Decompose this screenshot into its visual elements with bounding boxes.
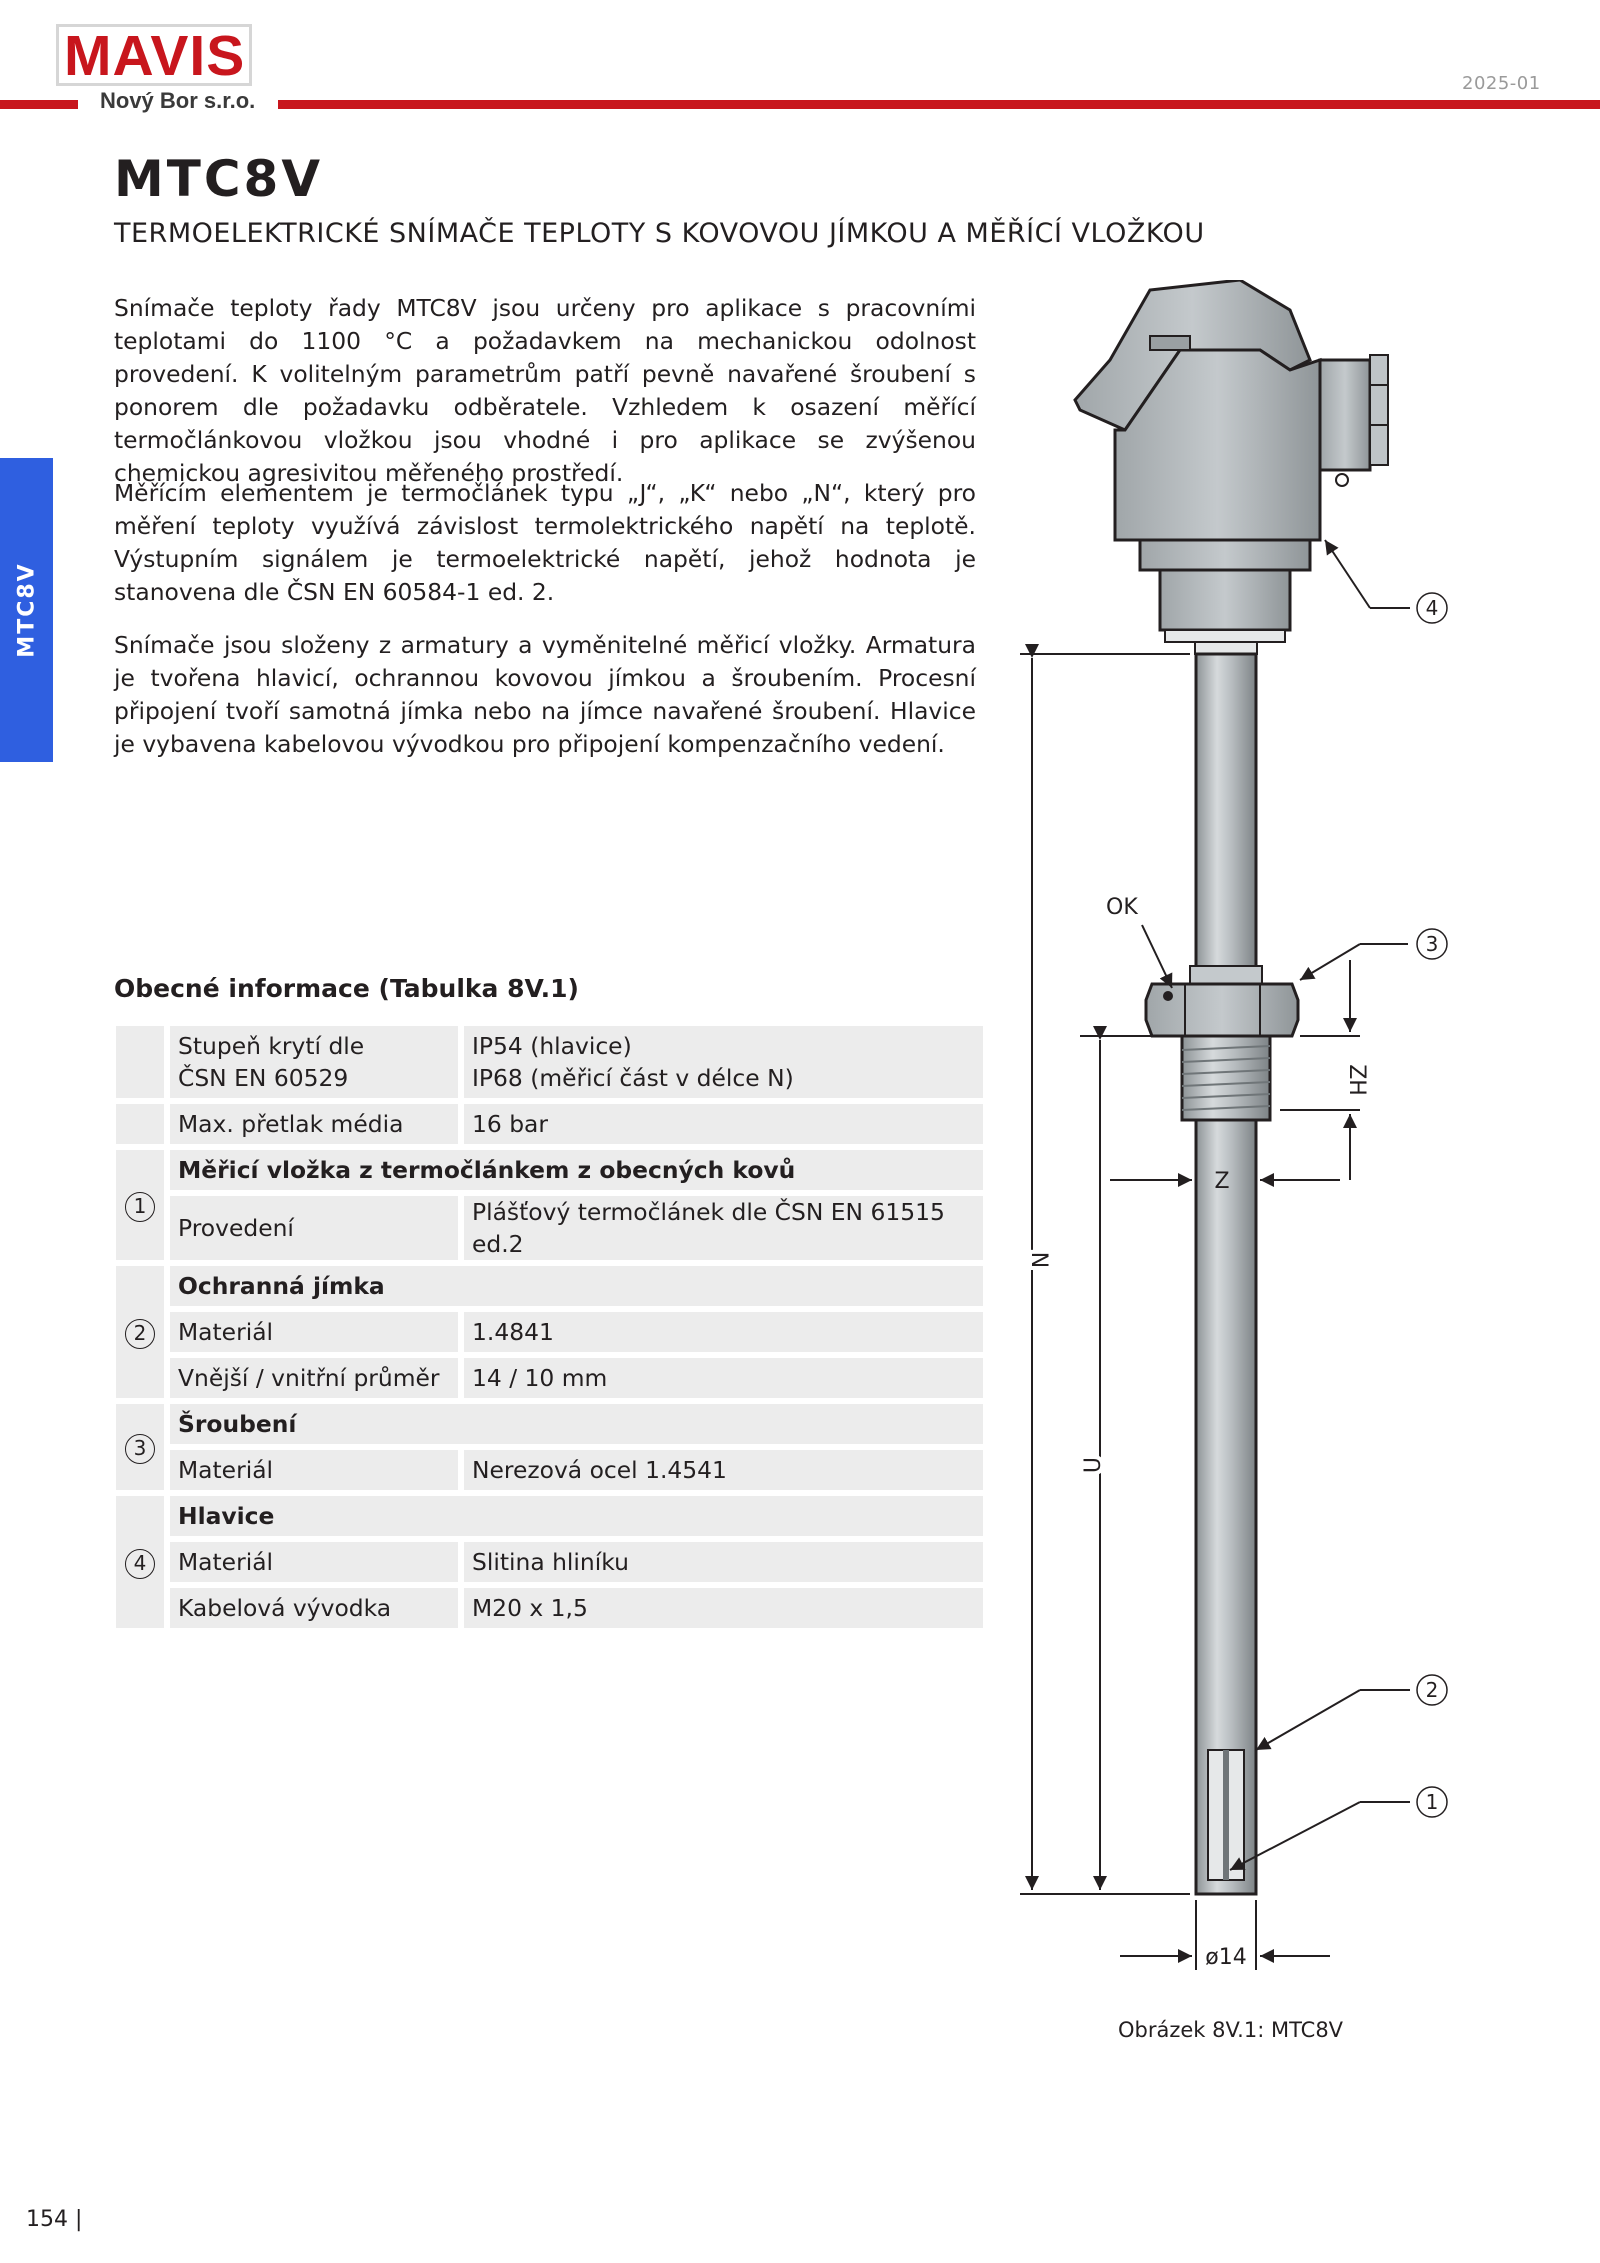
callout-3: 3 bbox=[1425, 932, 1439, 956]
label-zh: ZH bbox=[1344, 1064, 1369, 1096]
dimension-lines bbox=[1020, 654, 1360, 1970]
table-value: 14 / 10 mm bbox=[464, 1358, 989, 1404]
table-value: IP54 (hlavice) IP68 (měřicí část v délce N) bbox=[464, 1026, 989, 1104]
table-label: Provedení bbox=[170, 1196, 464, 1266]
table-value: Nerezová ocel 1.4541 bbox=[464, 1450, 989, 1496]
general-info-table bbox=[116, 1026, 989, 1634]
logo-subtitle: Nový Bor s.r.o. bbox=[96, 88, 259, 114]
side-tab-label: MTC8V bbox=[14, 562, 39, 658]
table-label: Stupeň krytí dle ČSN EN 60529 bbox=[170, 1026, 464, 1104]
table-label: Kabelová vývodka bbox=[170, 1588, 464, 1634]
paragraph-element: Měřícím elementem je termočlánek typu „J“, „K“ nebo „N“, který pro měření teploty využívá závislost termolektrického napětí na teplotě. Výstupním signálem je termoelektrické napětí, jehož hodnota je stanovena dle ČSN EN 60584-1 ed. 2. bbox=[114, 479, 976, 606]
leader-lines bbox=[1142, 540, 1410, 1870]
connection-head bbox=[1075, 280, 1388, 654]
table-section-heading: Hlavice bbox=[170, 1496, 989, 1542]
table-row bbox=[116, 1404, 989, 1450]
label-diameter: ø14 bbox=[1205, 1945, 1247, 1970]
callout-1: 1 bbox=[1425, 1790, 1439, 1814]
paragraph-construction: Snímače jsou složeny z armatury a vyměnitelné měřicí vložky. Armatura je tvořena hlavicí, ochrannou kovovou jímkou a šroubením. Procesní připojení tvoří samotná jímka nebo na jímce navařené šroubení. Hlavice je vybavena kabelovou vývodkou pro připojení kompenzačního vedení. bbox=[114, 631, 976, 758]
table-number-cell bbox=[116, 1026, 170, 1104]
product-title: TERMOELEKTRICKÉ SNÍMAČE TEPLOTY S KOVOVOU JÍMKOU A MĚŘÍCÍ VLOŽKOU bbox=[114, 218, 1205, 249]
table-section-heading: Šroubení bbox=[170, 1404, 989, 1450]
table-row bbox=[116, 1266, 989, 1312]
callout-2: 2 bbox=[1425, 1678, 1439, 1702]
table-value: Plášťový termočlánek dle ČSN EN 61515 ed.2 bbox=[464, 1196, 989, 1266]
product-code: MTC8V bbox=[114, 150, 324, 208]
label-u: U bbox=[1081, 1456, 1106, 1474]
table-row bbox=[116, 1542, 989, 1588]
label-ok: OK bbox=[1106, 895, 1138, 920]
section-number-2: 2 bbox=[125, 1319, 155, 1349]
table-value: M20 x 1,5 bbox=[464, 1588, 989, 1634]
table-row bbox=[116, 1496, 989, 1542]
table-number-cell bbox=[116, 1496, 170, 1634]
table-section-heading: Ochranná jímka bbox=[170, 1266, 989, 1312]
table-value: Slitina hliníku bbox=[464, 1542, 989, 1588]
section-number-1: 1 bbox=[125, 1192, 155, 1222]
table-number-cell bbox=[116, 1104, 170, 1150]
header-rule-left bbox=[0, 100, 78, 109]
table-label: Materiál bbox=[170, 1450, 464, 1496]
table-number-cell bbox=[116, 1150, 170, 1266]
callout-4: 4 bbox=[1425, 596, 1439, 620]
table-row bbox=[116, 1196, 989, 1266]
label-z: Z bbox=[1214, 1169, 1230, 1194]
table-label: Vnější / vnitřní průměr bbox=[170, 1358, 464, 1404]
label-n: N bbox=[1026, 1251, 1051, 1269]
table-label: Materiál bbox=[170, 1312, 464, 1358]
table-value: 16 bar bbox=[464, 1104, 989, 1150]
page-number: 154 | bbox=[26, 2207, 83, 2232]
table-value: 1.4841 bbox=[464, 1312, 989, 1358]
sensor-drawing bbox=[1000, 280, 1470, 1990]
screw-fitting bbox=[1146, 966, 1298, 1120]
thermowell-tube bbox=[1196, 654, 1256, 1894]
table-row bbox=[116, 1588, 989, 1634]
header-rule-right bbox=[278, 100, 1600, 109]
document-date: 2025-01 bbox=[1462, 73, 1541, 94]
section-number-4: 4 bbox=[125, 1549, 155, 1579]
table-row bbox=[116, 1026, 989, 1104]
figure-caption: Obrázek 8V.1: MTC8V bbox=[1118, 2018, 1344, 2042]
table-row bbox=[116, 1450, 989, 1496]
table-row bbox=[116, 1104, 989, 1150]
paragraph-intro: Snímače teploty řady MTC8V jsou určeny pro aplikace s pracovními teplotami do 1100 °C a požadavkem na mechanickou odolnost provedení. K volitelným parametrům patří pevně navařené šroubení s ponorem dle požadavku odběratele. Vzhledem k osazení měřící termočlánkovou vložkou jsou vhodné i pro aplikace se zvýšenou chemickou agresivitou měřeného prostředí. bbox=[114, 294, 976, 487]
table-label: Materiál bbox=[170, 1542, 464, 1588]
table-number-cell bbox=[116, 1266, 170, 1404]
section-number-3: 3 bbox=[125, 1434, 155, 1464]
table-label: Max. přetlak média bbox=[170, 1104, 464, 1150]
table-row bbox=[116, 1312, 989, 1358]
table-title: Obecné informace (Tabulka 8V.1) bbox=[114, 974, 579, 1003]
table-number-cell bbox=[116, 1404, 170, 1496]
side-tab bbox=[0, 458, 53, 762]
company-logo bbox=[56, 24, 270, 116]
table-section-heading: Měřicí vložka z termočlánkem z obecných kovů bbox=[170, 1150, 989, 1196]
table-row bbox=[116, 1150, 989, 1196]
logo-name: MAVIS bbox=[64, 24, 246, 88]
table-row bbox=[116, 1358, 989, 1404]
